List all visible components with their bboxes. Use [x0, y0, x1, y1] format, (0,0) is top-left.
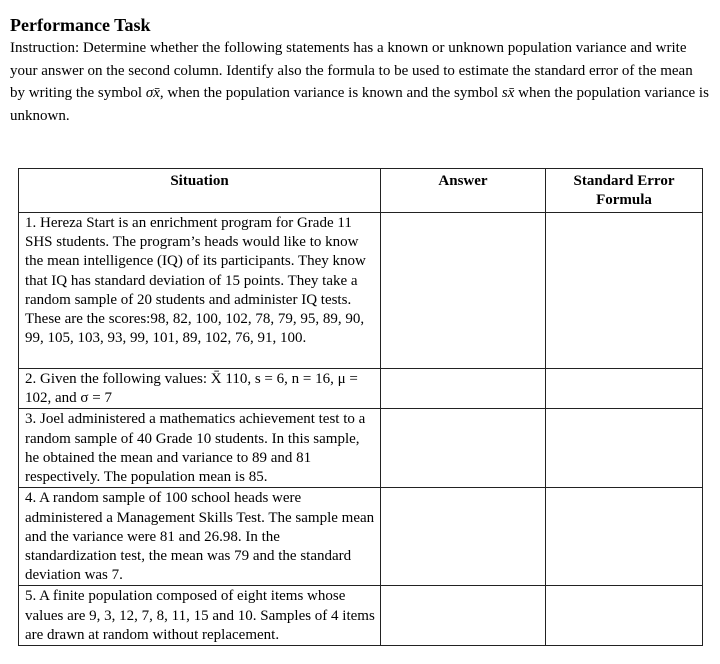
formula-cell[interactable]	[546, 586, 703, 646]
table-row	[19, 488, 703, 586]
situation-cell: 2. Given the following values: X̄ 110, s = 6, n = 16, μ = 102, and σ = 7	[19, 369, 381, 409]
header-situation: Situation	[19, 169, 381, 213]
answer-cell[interactable]	[381, 586, 546, 646]
header-standard-error-formula: Standard Error Formula	[546, 169, 703, 213]
situation-cell: 4. A random sample of 100 school heads were administered a Management Skills Test. The sample mean and the variance were 81 and 26.98. In the standardization test, the mean was 79 and the standard deviation was 7.	[19, 488, 381, 586]
instruction-part-2: , when the population variance is known and the symbol	[159, 85, 502, 101]
formula-cell[interactable]	[546, 369, 703, 409]
formula-cell[interactable]	[546, 409, 703, 488]
situation-cell: 3. Joel administered a mathematics achievement test to a random sample of 40 Grade 10 students. In this sample, he obtained the mean and variance to 89 and 81 respectively. The population mean is 85.	[19, 409, 381, 488]
answer-cell[interactable]	[381, 488, 546, 586]
table-row	[19, 369, 703, 409]
situation-cell: 1. Hereza Start is an enrichment program for Grade 11 SHS students. The program’s heads would like to know the mean intelligence (IQ) of its participants. They know that IQ has standard deviation of 15 points. They take a random sample of 20 students and administer IQ tests. These are the scores:98, 82, 100, 102, 78, 79, 95, 89, 90, 99, 105, 103, 93, 99, 101, 89, 102, 76, 91, 100.	[19, 213, 381, 369]
instruction-part-3: when the population variance is unknown.	[10, 85, 709, 124]
header-answer: Answer	[381, 169, 546, 213]
table-row	[19, 409, 703, 488]
symbol-known-variance: σx̄	[145, 85, 160, 101]
instruction-part-1: Instruction: Determine whether the following statements has a known or unknown population variance and write your answer on the second column. Identify also the formula to be used to estimate the standard error of the mean by writing the symbol	[10, 40, 693, 101]
instruction-text	[10, 37, 710, 127]
answer-cell[interactable]	[381, 409, 546, 488]
table-header-row	[19, 169, 703, 213]
situation-cell: 5. A finite population composed of eight items whose values are 9, 3, 12, 7, 8, 11, 15 and 10. Samples of 4 items are drawn at random without replacement.	[19, 586, 381, 646]
page-title: Performance Task	[10, 15, 151, 35]
answer-cell[interactable]	[381, 369, 546, 409]
formula-cell[interactable]	[546, 213, 703, 369]
table-row	[19, 213, 703, 369]
symbol-unknown-variance: sx̄	[501, 85, 515, 101]
performance-task-table	[18, 168, 703, 646]
answer-cell[interactable]	[381, 213, 546, 369]
formula-cell[interactable]	[546, 488, 703, 586]
table-row	[19, 586, 703, 646]
